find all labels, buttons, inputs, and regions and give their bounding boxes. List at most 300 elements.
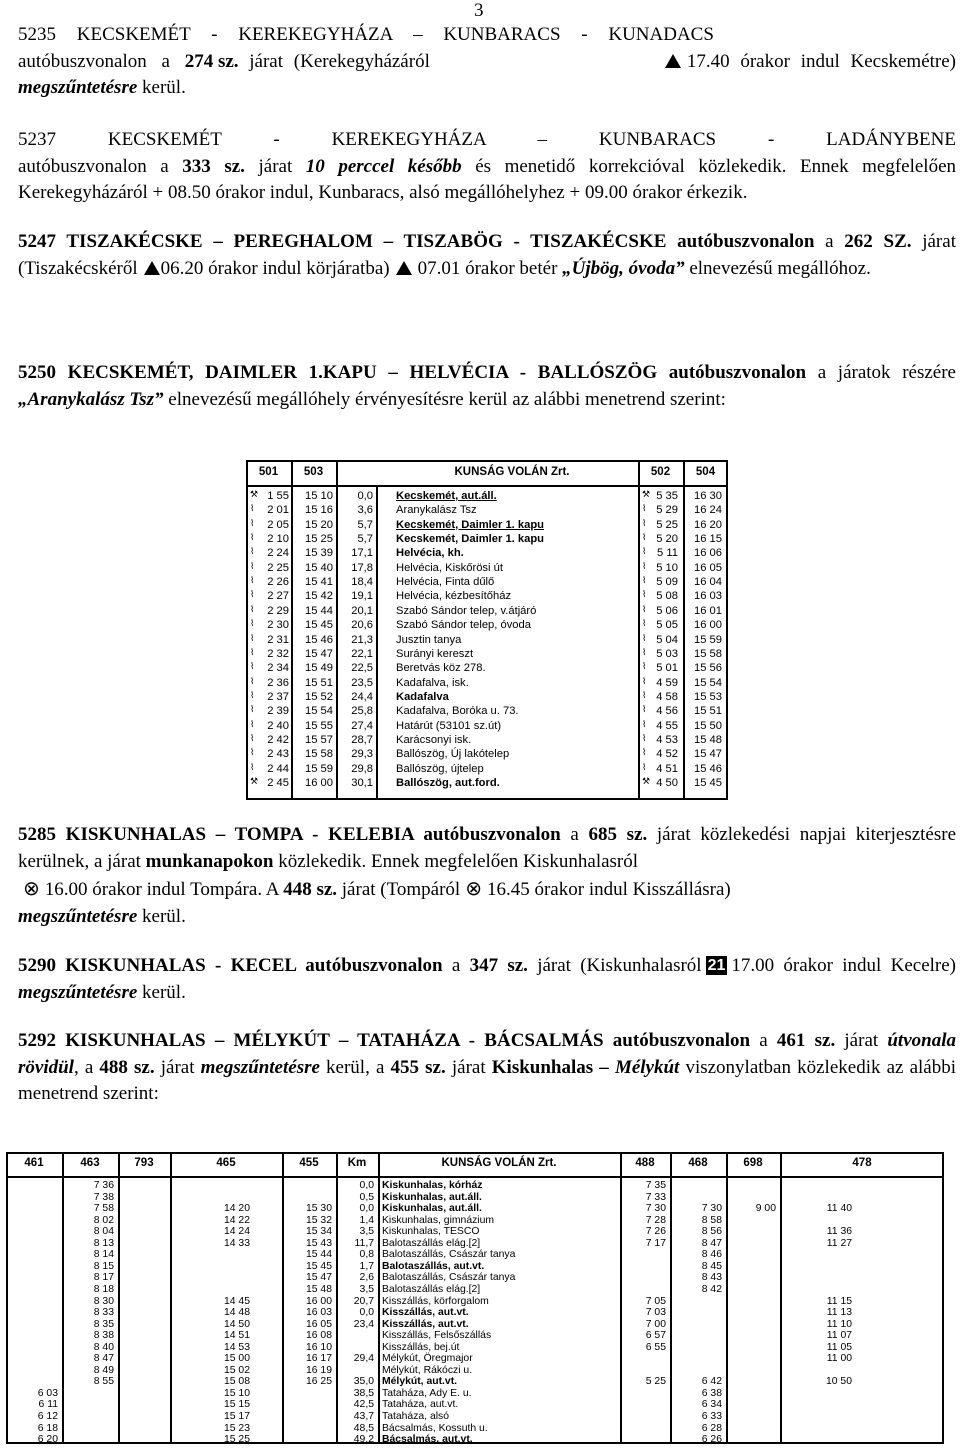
text: , a [73,1056,100,1078]
emphasis: megszűntetésre [200,1056,320,1078]
time-455: 15 45 [305,1260,332,1272]
row-symbol: ⌇ [642,690,647,701]
departure-503: 15 46 [305,633,333,646]
departure-501: 2 01 [267,504,289,517]
stop-name: Balotaszállás, Császár tanya [382,1272,516,1284]
stop-name: Bácsalmás, aut.vt. [382,1434,473,1446]
table-row [6,1272,944,1284]
departure-502: 5 11 [657,547,678,560]
stop-name: Mélykút, Rákóczi u. [382,1364,473,1376]
text: a [814,231,845,252]
row-symbol: ⌇ [250,533,255,544]
route-number: 461 sz. [776,1030,836,1051]
text: járat közlekedési napjai kiterjesztésre kerülnek, a járat [18,824,957,872]
time-463: 8 17 [93,1272,114,1284]
departure-503: 15 41 [305,576,333,589]
km-value: 43,7 [353,1411,374,1422]
page-number: 3 [474,0,484,21]
time-468: 8 43 [701,1272,722,1284]
time-488: 5 25 [645,1376,666,1388]
km-value: 38,5 [353,1387,374,1399]
time-478: 11 40 [826,1203,852,1215]
km-value: 0,0 [359,1307,374,1319]
text: kerül. [137,77,186,99]
time-463: 8 49 [93,1364,114,1376]
time-465: 14 50 [223,1318,250,1330]
km-value: 30,1 [351,777,373,789]
stop-name: Balotaszállás elág.[2] [382,1237,481,1249]
km-value: 22,5 [351,662,373,675]
departure-504: 15 51 [694,705,722,718]
text: a [560,824,589,845]
time-478: 11 36 [826,1226,852,1238]
col-header-km: Km [347,1157,367,1169]
stop-name: Kecskemét, aut.áll. [396,490,497,502]
departure-501: 2 10 [267,533,289,546]
row-symbol: ⌇ [250,662,255,673]
km-value: 48,5 [353,1422,374,1434]
table-row [6,1411,944,1423]
time-465: 14 24 [223,1226,250,1238]
triangle-icon [665,54,681,68]
paragraph-5237 [18,127,956,207]
stop-name: Beretvás köz 278. [396,662,486,675]
departure-504: 16 04 [694,576,722,589]
stop-name: Surányi kereszt [396,647,474,660]
table-row [6,1376,944,1388]
place-name: Kiskunhalas [491,1056,594,1078]
row-symbol: ⌇ [642,762,647,773]
text: járat [244,155,306,177]
text: közlekedik. Ennek megfelelően Kiskunhalasról [273,850,639,872]
km-value: 35,0 [353,1376,374,1388]
departure-503: 15 57 [305,733,333,746]
km-value: 20,7 [353,1295,374,1307]
time-455: 15 43 [305,1237,332,1249]
departure-501: 2 43 [267,748,289,761]
place-name: Mélykút [614,1056,680,1078]
table-row [246,619,728,633]
km-value: 11,7 [354,1237,374,1249]
col-header-463: 463 [80,1157,100,1169]
emphasis: „Aranykalász Tsz” [18,388,164,410]
departure-504: 15 45 [694,777,722,789]
table-row [246,605,728,619]
route-number: 448 sz. [283,879,338,901]
route-5285-title: 5285 KISKUNHALAS – TOMPA - KELEBIA autóbuszvonalon [18,824,561,845]
departure-501: 2 42 [267,733,289,746]
km-value: 20,6 [351,619,373,632]
table-row [6,1284,944,1296]
time-463: 8 04 [93,1226,114,1238]
table-row [246,533,728,547]
departure-501: 2 36 [267,676,289,689]
departure-501: 2 40 [267,719,289,732]
departure-503: 15 10 [305,490,333,502]
time-463: 8 02 [93,1214,114,1226]
stop-name: Balotaszállás, Császár tanya [382,1249,516,1261]
table-row [246,734,728,748]
departure-503: 15 49 [305,662,333,675]
text: viszonylatban közlekedik az alábbi menetrend szerint: [18,1056,957,1105]
departure-503: 15 58 [305,748,333,761]
time-468: 6 26 [701,1434,722,1446]
stop-name: Helvécia, Kiskőrösi út [396,561,503,574]
time-465: 15 00 [223,1353,250,1365]
emphasis: 10 perccel később [305,155,462,177]
stop-name: Kisszállás, Felsőszállás [382,1330,492,1342]
time-461: 6 12 [37,1411,58,1422]
time-463: 7 38 [93,1191,114,1203]
row-symbol: ⌇ [642,633,647,644]
departure-503: 15 52 [305,690,333,703]
table-row [246,519,728,533]
paragraph-5250 [18,360,956,413]
table-title: KUNSÁG VOLÁN Zrt. [454,466,570,478]
table-row [6,1203,944,1215]
table-row [6,1342,944,1354]
row-symbol: ⌇ [642,619,647,630]
table-row [246,634,728,648]
time-465: 14 48 [223,1307,250,1319]
time-478: 11 15 [826,1295,852,1307]
time-465: 14 45 [223,1295,250,1307]
km-value: 21,3 [351,633,373,646]
row-symbol: ⌇ [250,719,255,730]
text: 16.45 órakor indul Kisszállásra) [486,879,731,901]
km-value: 29,3 [351,748,373,761]
time-455: 16 03 [305,1307,332,1319]
departure-502: 4 59 [656,676,678,689]
route-5235-line [18,22,956,49]
departure-502: 5 25 [656,518,678,531]
time-465: 15 25 [223,1434,250,1446]
table-row [246,490,728,504]
departure-501: 2 31 [267,633,289,646]
time-463: 8 33 [93,1307,114,1319]
km-value: 17,8 [351,561,373,574]
km-value: 22,1 [351,647,373,660]
row-symbol: ⌇ [642,719,647,730]
departure-504: 16 05 [694,561,722,574]
table-row [6,1192,944,1204]
km-value: 18,4 [351,576,373,589]
table-row [6,1180,944,1192]
emphasis: útvonala rövidül [18,1030,956,1078]
table-title: KUNSÁG VOLÁN Zrt. [441,1157,557,1169]
departure-503: 15 45 [305,619,333,632]
departure-502: 5 05 [656,619,678,632]
text: kerül. [137,905,186,927]
time-465: 15 02 [223,1364,250,1376]
departure-502: 5 10 [656,561,678,574]
departure-503: 15 55 [305,719,333,732]
circled-times-icon: ⊗ [465,876,482,901]
departure-502: 5 20 [656,533,678,546]
departure-503: 15 20 [305,518,333,531]
stop-name: Balotaszállás, aut.vt. [382,1260,485,1272]
text: 17.00 órakor indul Kecelre) [731,955,956,976]
departure-501: 2 45 [267,777,289,789]
row-symbol: ⌇ [250,576,255,587]
stop-name: Kisszállás, aut.vt. [382,1318,469,1330]
time-463: 8 47 [93,1353,114,1365]
time-488: 7 30 [645,1203,666,1215]
stop-name: Kisszállás, körforgalom [382,1295,489,1307]
departure-502: 5 01 [656,662,678,675]
col-header-502: 502 [650,466,671,478]
text: járat (Tompáról [337,879,461,901]
table-row [246,777,728,791]
departure-503: 15 51 [305,676,333,689]
time-488: 7 33 [645,1191,666,1203]
text: járat (Tiszakécskéről [18,231,956,279]
time-465: 14 51 [223,1330,250,1342]
time-465: 14 33 [223,1237,250,1249]
stop-name: Szabó Sándor telep, óvoda [396,619,531,632]
row-symbol: ⌇ [250,604,255,615]
row-symbol: ⌇ [642,647,647,658]
stop-name: Kecskemét, Daimler 1. kapu [396,533,544,546]
departure-501: 2 26 [267,576,289,589]
route-5235-title: 5235 KECSKEMÉT - KEREKEGYHÁZA – KUNBARACS - KUNADACS [18,24,714,45]
departure-502: 5 35 [656,490,678,502]
col-header-468: 468 [688,1157,708,1169]
time-455: 16 25 [305,1376,332,1388]
table-row [6,1423,944,1435]
time-698: 9 00 [755,1203,776,1215]
table-row [6,1307,944,1319]
row-symbol: ⌇ [250,561,255,572]
departure-504: 15 48 [694,733,722,746]
col-header-503: 503 [303,466,324,478]
table-row [6,1238,944,1250]
col-header-488: 488 [635,1157,655,1169]
table-row [246,763,728,777]
row-symbol: ⌇ [250,619,255,630]
route-5290-title: 5290 KISKUNHALAS - KECEL autóbuszvonalon [18,955,443,976]
row-symbol: ⌇ [250,705,255,716]
departure-501: 2 34 [267,662,289,675]
stop-name: Helvécia, Finta dűlő [396,576,495,589]
text: járat (Kiskunhalasról [527,955,702,976]
paragraph-5285 [18,822,956,930]
departure-501: 2 32 [267,647,289,660]
route-number: 347 sz. [469,955,528,976]
triangle-icon [144,261,160,275]
departure-503: 15 16 [305,504,333,517]
time-465: 14 20 [223,1203,250,1215]
departure-504: 16 01 [694,604,722,617]
table-row [6,1399,944,1411]
stop-name: Kecskemét, Daimler 1. kapu [396,518,544,531]
text: és menetidő korrekcióval közlekedik. Ennek megfelelően Kerekegyházáról + 08.50 órakor indul, Kunbaracs, alsó megállóhelyhez + 09.00 órakor érkezik. [18,155,957,204]
km-value: 2,6 [359,1272,374,1284]
km-value: 5,7 [357,533,373,546]
row-symbol: ⌇ [250,733,255,744]
emphasis: „Újbög, óvoda” [562,257,685,279]
km-value: 27,4 [351,719,373,732]
departure-504: 15 53 [694,690,722,703]
table-row [246,504,728,518]
departure-504: 16 24 [694,504,722,517]
time-465: 15 10 [223,1387,250,1399]
time-468: 8 47 [701,1237,722,1249]
time-455: 16 19 [305,1364,332,1376]
emphasis: munkanapokon [145,850,274,872]
text: 06.20 órakor indul körjáratba) [160,257,390,279]
table-row [246,648,728,662]
paragraph-5235 [18,22,956,102]
km-value: 0,8 [359,1249,374,1261]
time-468: 8 56 [701,1226,722,1238]
paragraph-5290 [18,953,956,1006]
departure-504: 16 00 [694,619,722,632]
time-461: 6 20 [37,1434,58,1446]
km-value: 23,4 [353,1318,374,1330]
km-value: 19,1 [351,590,373,603]
table-row [246,547,728,561]
time-468: 8 42 [701,1283,722,1295]
table-row [6,1365,944,1377]
time-455: 16 10 [305,1341,332,1353]
time-488: 7 03 [645,1307,666,1319]
col-header-793: 793 [134,1157,154,1169]
departure-502: 5 04 [656,633,678,646]
time-488: 6 55 [645,1341,666,1353]
time-478: 11 05 [826,1341,852,1353]
time-478: 10 50 [825,1376,852,1388]
text: 17.40 órakor indul Kecskemétre) [686,50,956,72]
stop-name: Ballószög, Új lakótelep [396,748,510,761]
col-header-698: 698 [743,1157,763,1169]
departure-503: 15 25 [305,533,333,546]
departure-503: 15 59 [305,762,333,775]
departure-502: 4 56 [656,705,678,718]
table-row [6,1215,944,1227]
time-465: 14 22 [223,1214,250,1226]
departure-502: 5 03 [656,647,678,660]
time-463: 8 30 [93,1295,114,1307]
row-symbol: ⌇ [250,518,255,529]
km-value: 3,6 [357,504,373,517]
stop-name: Kadafalva, isk. [396,676,469,689]
text: a [442,955,470,976]
time-468: 8 46 [701,1249,722,1261]
time-488: 7 26 [645,1226,666,1238]
departure-501: 2 37 [267,690,289,703]
text: elnevezésű megállóhoz. [684,257,871,279]
table-row [246,677,728,691]
row-symbol: ⌇ [642,590,647,601]
departure-504: 16 20 [694,518,722,531]
stop-name: Kiskunhalas, TESCO [382,1226,480,1238]
time-488: 7 28 [645,1214,666,1226]
col-header-455: 455 [299,1157,319,1169]
time-468: 6 42 [701,1376,722,1388]
stop-name: Tataháza, alsó [382,1411,450,1422]
route-number: 333 sz. [182,155,245,177]
departure-504: 15 50 [694,719,722,732]
departure-504: 16 06 [694,547,722,560]
table-row [246,662,728,676]
time-465: 15 23 [223,1422,250,1434]
departure-502: 4 52 [656,748,678,761]
stop-name: Helvécia, kh. [396,547,464,560]
row-symbol: ⌇ [642,518,647,529]
departure-503: 15 47 [305,647,333,660]
col-header-501: 501 [258,466,279,478]
departure-502: 4 51 [656,762,678,775]
text: autóbuszvonalon a [18,155,183,177]
time-455: 15 34 [305,1226,332,1238]
time-463: 7 58 [93,1203,114,1215]
km-value: 0,0 [359,1180,374,1191]
departure-504: 15 59 [694,633,722,646]
departure-501: 2 30 [267,619,289,632]
time-463: 8 13 [93,1237,114,1249]
stop-name: Kadafalva [396,690,449,703]
km-value: 1,7 [359,1260,374,1272]
departure-503: 16 00 [305,777,333,789]
time-478: 11 27 [826,1237,852,1249]
time-465: 14 53 [223,1341,250,1353]
time-488: 7 35 [645,1180,666,1191]
departure-504: 16 30 [694,490,722,502]
row-symbol: ⌇ [250,547,255,558]
table-row [246,748,728,762]
departure-502: 4 53 [656,733,678,746]
header-divider [246,485,728,487]
stop-name: Bácsalmás, Kossuth u. [382,1422,488,1434]
time-455: 16 00 [305,1295,332,1307]
stop-name: Kiskunhalas, kórház [382,1180,483,1191]
row-symbol: ⌇ [250,590,255,601]
departure-501: 2 24 [267,547,289,560]
departure-502: 5 08 [656,590,678,603]
departure-502: 4 50 [656,777,678,789]
departure-502: 5 29 [656,504,678,517]
time-468: 6 28 [701,1422,722,1434]
row-symbol: ⚒ [250,777,259,787]
row-symbol: ⌇ [250,504,255,515]
text: – [593,1056,615,1078]
row-symbol: ⌇ [250,690,255,701]
time-468: 6 38 [701,1387,722,1399]
departure-501: 2 05 [267,518,289,531]
emphasis: megszűntetésre [18,981,138,1003]
time-463: 8 15 [93,1260,114,1272]
departure-503: 15 40 [305,561,333,574]
route-number: 274 sz. [184,50,239,72]
km-value: 42,5 [353,1399,374,1411]
km-value: 0,0 [357,490,373,502]
row-symbol: ⌇ [642,705,647,716]
km-value: 1,4 [359,1214,374,1226]
table-row [246,590,728,604]
table-row [6,1319,944,1331]
departure-501: 2 44 [267,762,289,775]
row-symbol: ⌇ [250,676,255,687]
stop-name: Kisszállás, bej.út [382,1341,460,1353]
stop-name: Tataháza, aut.vt. [382,1399,459,1411]
time-455: 16 05 [305,1318,332,1330]
table-row [6,1296,944,1308]
text: a járatok részére [806,362,956,383]
time-455: 16 17 [305,1353,332,1365]
km-value: 17,1 [351,547,373,560]
stop-name: Kiskunhalas, gimnázium [382,1214,495,1226]
